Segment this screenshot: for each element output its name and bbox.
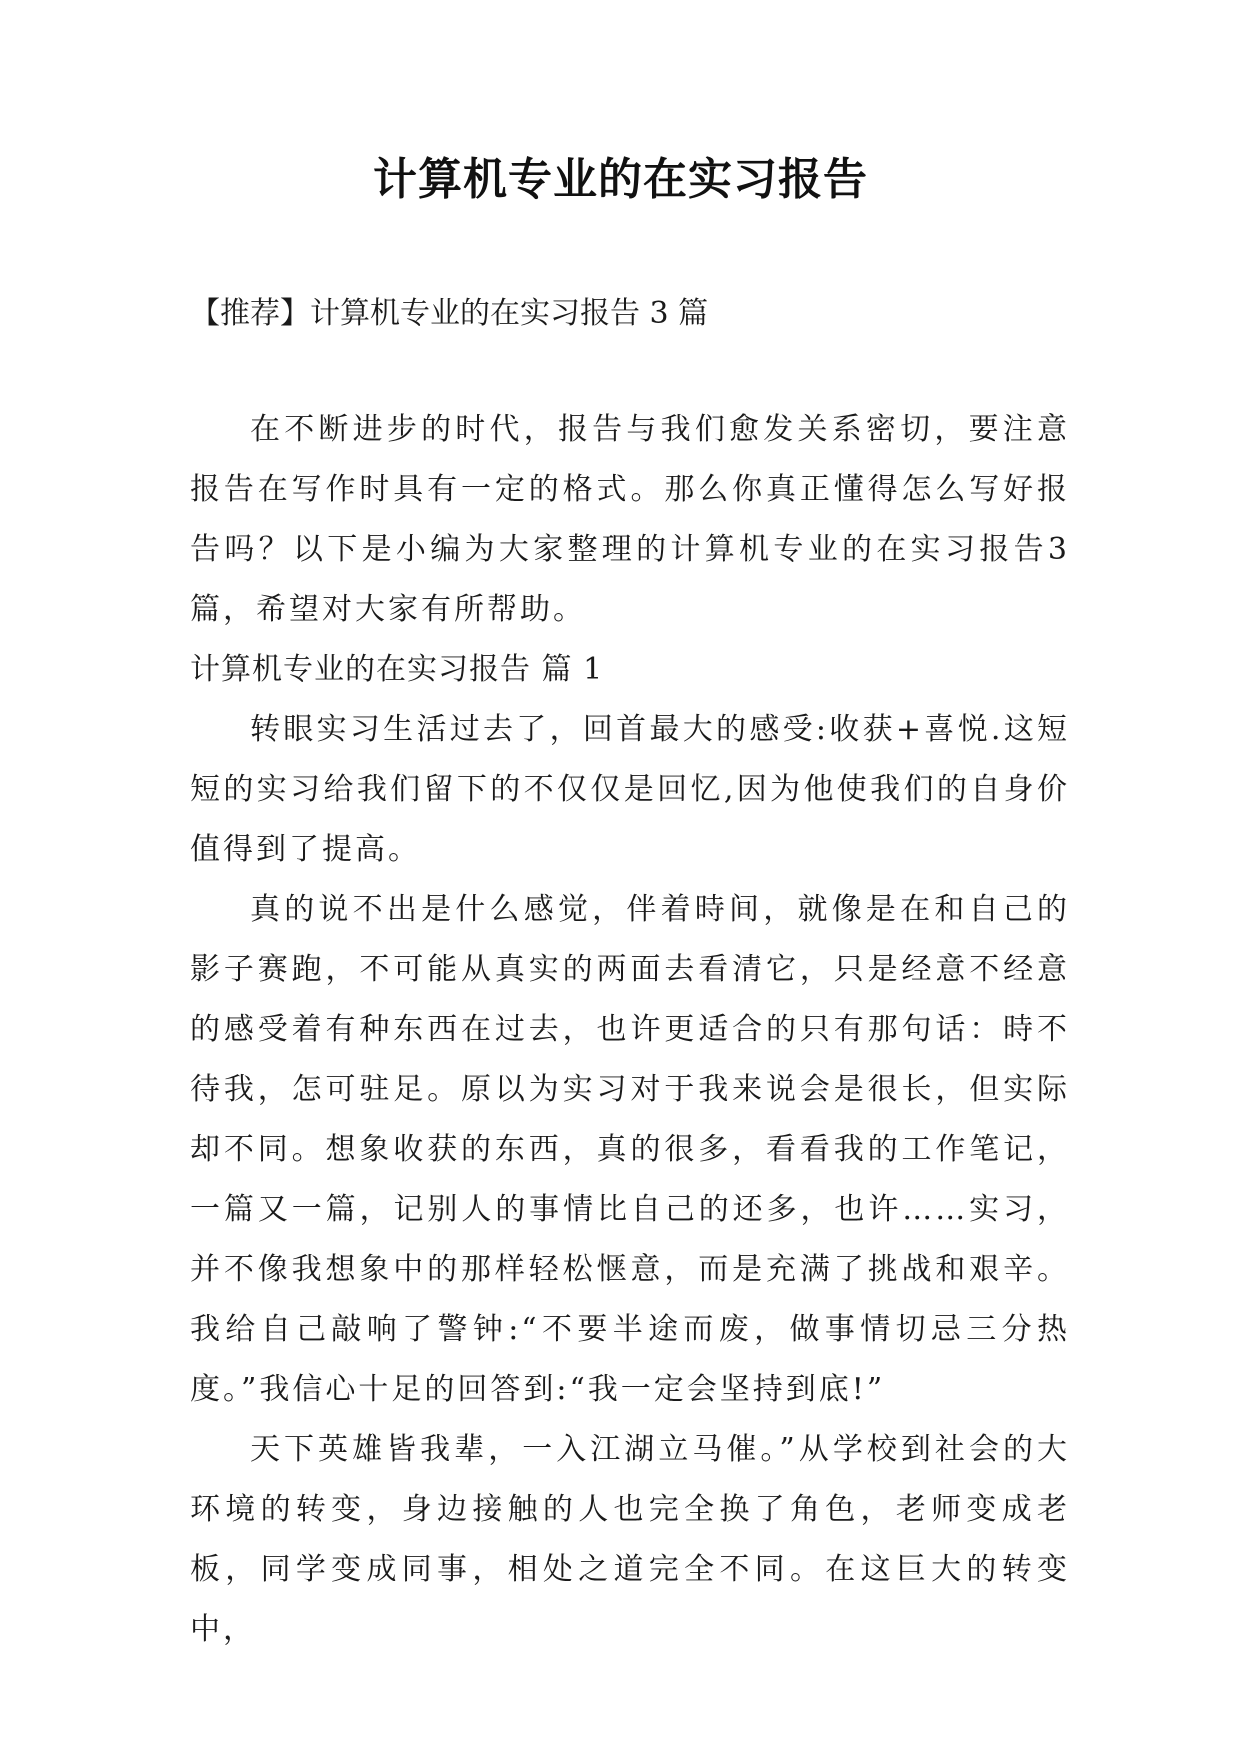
body-paragraph: 天下英雄皆我辈，一入江湖立马催。”从学校到社会的大环境的转变，身边接触的人也完全换了角色，老师变成老板，同学变成同事，相处之道完全不同。在这巨大的转变中， [190,1432,1070,1647]
body-paragraph: 转眼实习生活过去了，回首最大的感受:收获+喜悦.这短短的实习给我们留下的不仅仅是回忆,因为他使我们的自身价值得到了提高。 [190,712,1070,867]
document-subtitle: 【推荐】计算机专业的在实习报告 3 篇 [190,296,709,331]
body-paragraph: 真的说不出是什么感觉，伴着時间，就像是在和自己的影子赛跑，不可能从真实的两面去看清它，只是经意不经意的感受着有种东西在过去，也许更适合的只有那句话：時不待我，怎可驻足。原以为实习对于我来说会是很长，但实际却不同。想象收获的东西，真的很多，看看我的工作笔记，一篇又一篇，记别人的事情比自己的还多，也许……实习，并不像我想象中的那样轻松惬意，而是充满了挑战和艰辛。我给自己敲响了警钟:“不要半途而废，做事情切忌三分热度。”我信心十足的回答到:“我一定会坚持到底!” [190,892,1070,1407]
document-body [190,400,1070,1660]
document-title: 计算机专业的在实习报告 [373,154,868,205]
section-heading: 计算机专业的在实习报告 篇 1 [190,652,604,687]
intro-paragraph: 在不断进步的时代，报告与我们愈发关系密切，要注意报告在写作时具有一定的格式。那么你真正懂得怎么写好报告吗？以下是小编为大家整理的计算机专业的在实习报告3篇，希望对大家有所帮助。 [190,412,1070,627]
